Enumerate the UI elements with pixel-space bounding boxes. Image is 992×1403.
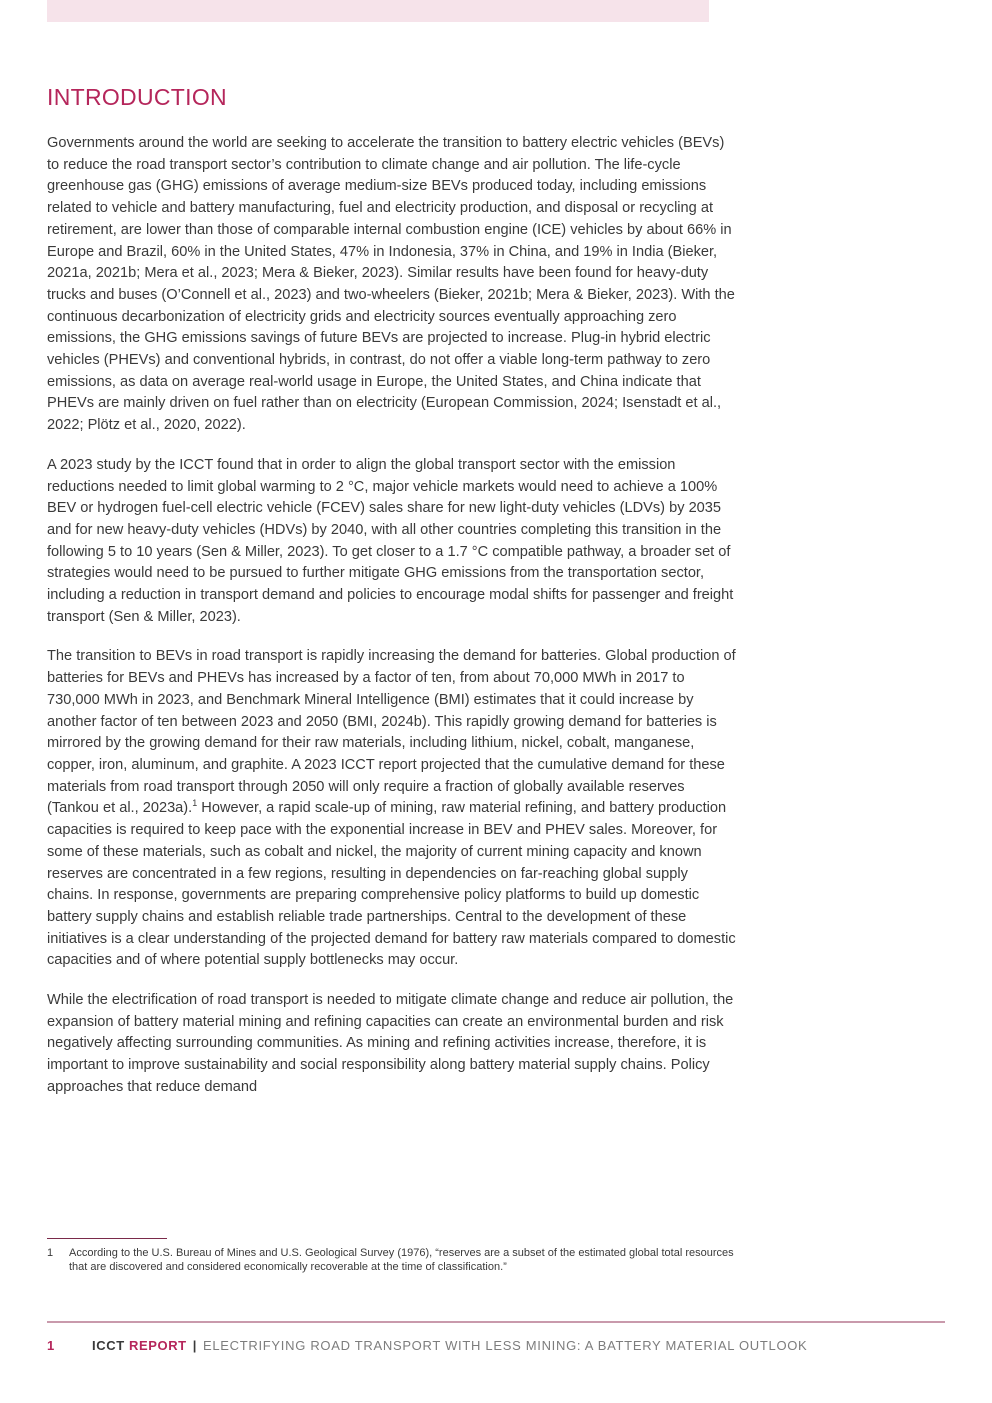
section-heading: INTRODUCTION	[47, 84, 227, 110]
paragraph-4: While the electrification of road transport is needed to mitigate climate change and reduce air pollution, the expansion of battery material mining and refining capacities can create an environmental burden and risk negatively affecting surrounding communities. As mining and refining activities increase, therefore, it is important to improve sustainability and social responsibility along battery material supply chains. Policy approaches that reduce demand	[47, 992, 734, 1095]
page-footer	[47, 1338, 945, 1354]
footer-divider	[47, 1321, 945, 1323]
footnote-text: According to the U.S. Bureau of Mines and U.S. Geological Survey (1976), “reserves are a subset of the estimated global total resources that are discovered and considered economically recoverable at the time of classification.”	[69, 1247, 734, 1273]
paragraph-3-text-before: The transition to BEVs in road transport is rapidly increasing the demand for batteries. Global production of batteries for BEVs and PHEVs has increased by a factor of ten, from about 70,000 MWh in 2017 to 730,000 MWh in 2023, and Benchmark Mineral Intelligence (BMI) estimates that it could increase by another factor of ten between 2023 and 2050 (BMI, 2024b). This rapidly growing demand for batteries is mirrored by the growing demand for their raw materials, including lithium, nickel, cobalt, manganese, copper, iron, aluminum, and graphite. A 2023 ICCT report projected that the cumulative demand for these materials from road transport through 2050 will only require a fraction of globally available reserves (Tankou et al., 2023a).	[47, 648, 736, 817]
footer-org: ICCT	[92, 1338, 125, 1353]
footnote	[47, 1246, 737, 1274]
page-number: 1	[47, 1338, 55, 1353]
footer-document-title: ELECTRIFYING ROAD TRANSPORT WITH LESS MINING: A BATTERY MATERIAL OUTLOOK	[202, 1338, 808, 1353]
paragraph-3	[47, 646, 737, 972]
footnote-number: 1	[47, 1247, 54, 1259]
footnote-divider	[47, 1238, 167, 1239]
paragraph-3-text-after: However, a rapid scale-up of mining, raw material refining, and battery production capacities is required to keep pace with the exponential increase in BEV and PHEV sales. Moreover, for some of these materials, such as cobalt and nickel, the majority of current mining capacity and known reserves are concentrated in a few regions, resulting in dependencies on far-reaching global supply chains. In response, governments are preparing comprehensive policy platforms to build up domestic battery supply chains and establish reliable trade partnerships. Central to the development of these initiatives is a clear understanding of the projected demand for battery raw materials compared to domestic capacities and of where potential supply bottlenecks may occur.	[47, 800, 736, 969]
paragraph-1: Governments around the world are seeking to accelerate the transition to battery electric vehicles (BEVs) to reduce the road transport sector’s contribution to climate change and air pollution. The life-cycle greenhouse gas (GHG) emissions of average medium-size BEVs produced today, including emissions related to vehicle and battery manufacturing, fuel and electricity production, and disposal or recycling at retirement, are lower than those of comparable internal combustion engine (ICE) vehicles by about 66% in Europe and Brazil, 60% in the United States, 47% in Indonesia, 37% in China, and 19% in India (Bieker, 2021a, 2021b; Mera et al., 2023; Mera & Bieker, 2023). Similar results have been found for heavy-duty trucks and buses (O’Connell et al., 2023) and two-wheelers (Bieker, 2021b; Mera & Bieker, 2023). With the continuous decarbonization of electricity grids and electricity sources eventually approaching zero emissions, the GHG emissions savings of future BEVs are projected to increase. Plug-in hybrid electric vehicles (PHEVs) and conventional hybrids, in contrast, do not offer a viable long-term pathway to zero emissions, as data on average real-world usage in Europe, the United States, and China indicate that PHEVs are mainly driven on fuel rather than on electricity (European Commission, 2024; Isenstadt et al., 2022; Plötz et al., 2020, 2022).	[47, 135, 735, 434]
footer-separator: |	[192, 1338, 197, 1353]
top-color-band	[47, 0, 709, 22]
paragraph-2: A 2023 study by the ICCT found that in order to align the global transport sector with the emission reductions needed to limit global warming to 2 °C, major vehicle markets would need to achieve a 100% BEV or hydrogen fuel-cell electric vehicle (FCEV) sales share for new light-duty vehicles (LDVs) by 2035 and for new heavy-duty vehicles (HDVs) by 2040, with all other countries completing this transition in the following 5 to 10 years (Sen & Miller, 2023). To get closer to a 1.7 °C compatible pathway, a broader set of strategies would need to be pursued to further mitigate GHG emissions from the transportation sector, including a reduction in transport demand and policies to encourage modal shifts for passenger and freight transport (Sen & Miller, 2023).	[47, 456, 734, 625]
footer-report-type: REPORT	[128, 1338, 187, 1353]
body-text	[47, 133, 737, 1117]
footnote-reference[interactable]: 1	[192, 798, 198, 809]
